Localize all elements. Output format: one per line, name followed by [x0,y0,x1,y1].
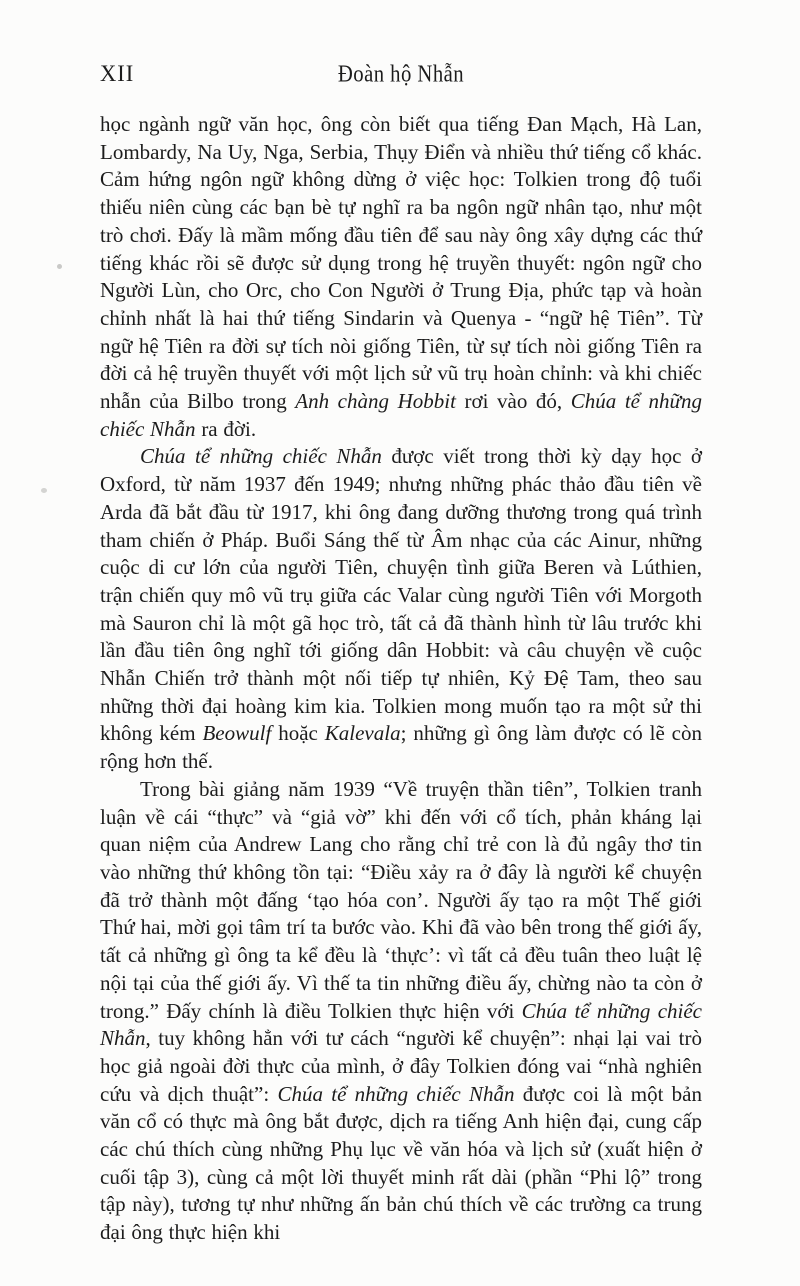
scan-speck [57,264,62,269]
book-title-italic: Chúa tể những chiếc Nhẫn [140,444,382,469]
book-title-italic: Beowulf [202,721,272,746]
text-run: , tuy không hẳn với tư cách “người kể chuyện”: nhại lại vai trò học giả ngoài đời thực của mình, ở đây Tolkien đóng vai “nhà nghiên cứu và dịch thuật”: [100,1026,702,1106]
book-title-italic: Chúa tể những chiếc Nhẫn [277,1081,515,1106]
text-run: học ngành ngữ văn học, ông còn biết qua tiếng Đan Mạch, Hà Lan, Lombardy, Na Uy, Nga, Serbia, Thụy Điển và nhiều thứ tiếng cổ khác. Cảm hứng ngôn ngữ không dừng ở việc học: Tolkien trong độ tuổi thiếu niên cùng các bạn bè tự nghĩ ra ba ngôn ngữ nhân tạo, như một trò chơi. Đấy là mầm mống đầu tiên để sau này ông xây dựng các thứ tiếng khác rồi sẽ được sử dụng trong hệ truyền thuyết: ngôn ngữ cho Người Lùn, cho Orc, cho Con Người ở Trung Địa, phức tạp và hoàn chỉnh nhất là hai thứ tiếng Sindarin và Quenya - “ngữ hệ Tiên”. Từ ngữ hệ Tiên ra đời sự tích nòi giống Tiên, từ sự tích nòi giống Tiên ra đời cả hệ truyền thuyết với một lịch sử vũ trụ hoàn chỉnh: và khi chiếc nhẫn của Bilbo trong [100,112,702,414]
book-title-italic: Kalevala [324,721,401,746]
text-run: rơi vào đó, [455,389,571,414]
running-title: Đoàn hộ Nhẫn [337,60,465,87]
text-run: hoặc [271,721,325,746]
page-number: XII [100,60,135,87]
paragraph [100,776,702,1247]
book-title-italic: Chúa tể những chiếc Nhẫn [100,389,703,441]
text-run: được viết trong thời kỳ dạy học ở Oxford, từ năm 1937 đến 1949; nhưng những phác thảo đầu tiên về Arda đã bắt đầu từ 1917, khi ông đang dưỡng thương trong quá trình tham chiến ở Pháp. Buổi Sáng thế từ Âm nhạc của các Ainur, những cuộc di cư lớn của người Tiên, chuyện tình giữa Beren và Lúthien, trận chiến quy mô vũ trụ giữa các Valar cùng người Tiên với Morgoth mà Sauron chỉ là một gã học trò, tất cả đã thành hình từ lâu trước khi lần đầu tiên ông nghĩ tới giống dân Hobbit: và câu chuyện về cuộc Nhẫn Chiến trở thành một nối tiếp tự nhiên, Kỷ Đệ Tam, theo sau những thời đại hoàng kim kia. Tolkien mong muốn tạo ra một sử thi không kém [100,444,702,746]
text-run: được coi là một bản văn cổ có thực mà ông bắt được, dịch ra tiếng Anh hiện đại, cung cấp các chú thích cùng những Phụ lục về văn hóa và lịch sử (xuất hiện ở cuối tập 3), cùng cả một lời thuyết minh rất dài (phần “Phi lộ” trong tập này), tương tự như những ấn bản chú thích về các trường ca trung đại ông thực hiện khi [100,1081,703,1245]
scan-speck [41,488,47,493]
page-body [100,111,702,1247]
running-header [100,58,702,88]
book-title-italic: Anh chàng Hobbit [295,389,456,414]
book-title-italic: Chúa tể những chiếc Nhẫn [100,998,702,1051]
text-run: Trong bài giảng năm 1939 “Về truyện thần tiên”, Tolkien tranh luận về cái “thực” và “giả vờ” khi đến với cổ tích, phản kháng lại quan niệm của Andrew Lang cho rằng chỉ trẻ con là đủ ngây thơ tin vào những thứ không tồn tại: “Điều xảy ra ở đây là người kể chuyện đã trở thành một đấng ‘tạo hóa con’. Người ấy tạo ra một Thế giới Thứ hai, mời gọi tâm trí ta bước vào. Khi đã vào bên trong thế giới ấy, tất cả những gì ông ta kể đều là ‘thực’: vì tất cả đều tuân theo luật lệ nội tại của thế giới ấy. Vì thế ta tin những điều ấy, chừng nào ta còn ở trong.” Đấy chính là điều Tolkien thực hiện với [100,776,702,1023]
paragraph [100,443,702,775]
text-run: ; những gì ông làm được có lẽ còn rộng hơn thế. [100,721,702,774]
paragraph [100,111,702,443]
text-run: ra đời. [195,416,257,441]
